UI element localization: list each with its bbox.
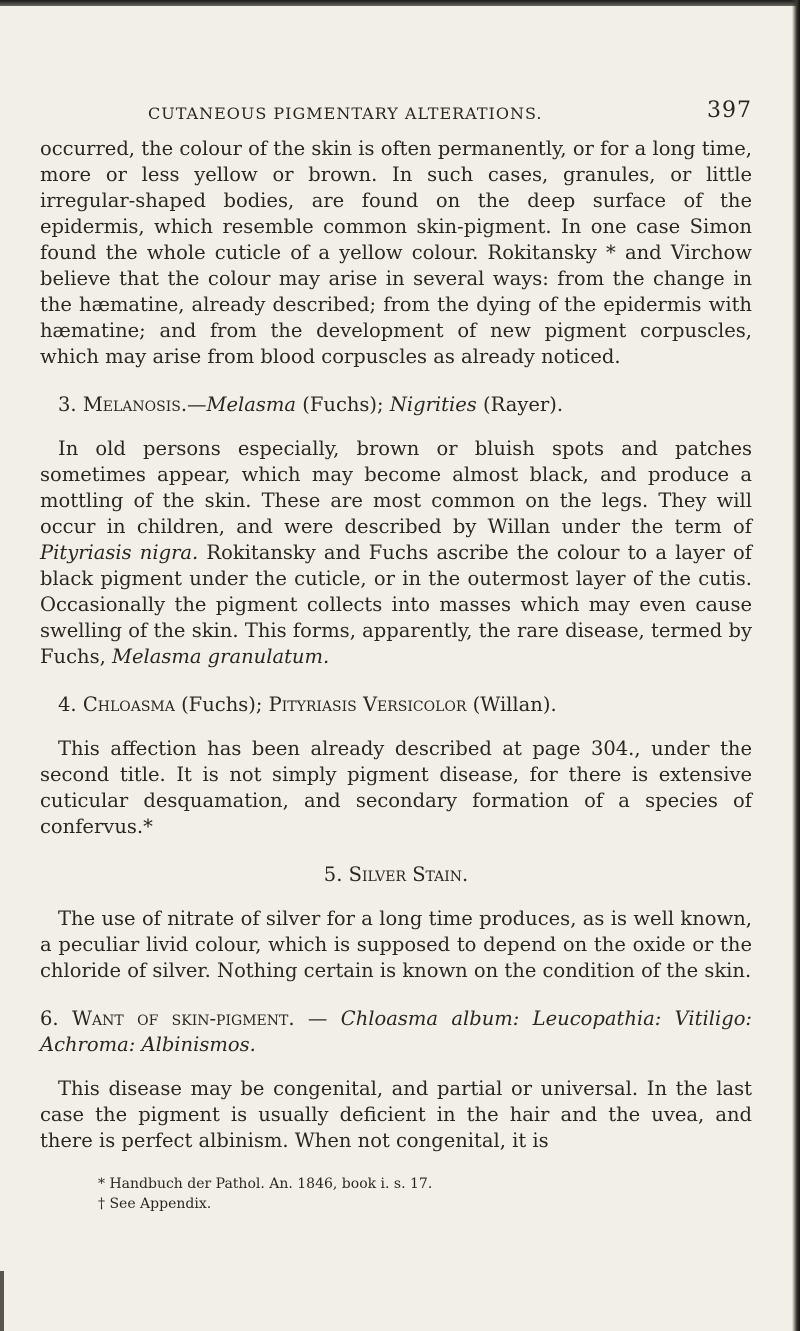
running-title: CUTANEOUS PIGMENTARY ALTERATIONS. xyxy=(148,104,543,123)
section-name: Chloasma xyxy=(82,693,175,716)
book-page xyxy=(40,96,752,1214)
heading-term: Nigrities xyxy=(389,393,477,416)
paragraph-text: Rokitansky and Fuchs ascribe the colour to a layer of black pigment under the cuticle, or in the outermost layer of the cutis. Occasionally the pigment collects into masses which may even cause swelling of the skin. This forms, apparently, the rare disease, termed by Fuchs, xyxy=(40,541,752,668)
paragraph-melanosis xyxy=(40,436,752,670)
paragraph-text: In old persons especially, brown or bluish spots and patches sometimes appear, which may become almost black, and produce a mottling of the skin. These are most common on the legs. They will occur in children, and were described by Willan under the term of xyxy=(40,437,752,538)
section-name: Melanosis. xyxy=(82,393,188,416)
heading-dash: — xyxy=(294,1007,341,1030)
paragraph-silver-stain: The use of nitrate of silver for a long time produces, as is well known, a peculiar livid colour, which is supposed to depend on the oxide or the chloride of silver. Nothing certain is known on the condition of the skin. xyxy=(40,907,752,982)
footnote: * Handbuch der Pathol. An. 1846, book i. s. 17. xyxy=(98,1176,433,1192)
footnotes xyxy=(40,1174,752,1214)
section-number: 4. xyxy=(58,693,77,716)
heading-author: (Willan). xyxy=(466,693,557,716)
section-name: Pityriasis Versicolor xyxy=(268,693,467,716)
page-left-mark xyxy=(0,1271,4,1331)
section-heading-3 xyxy=(40,392,752,418)
heading-author: (Rayer). xyxy=(476,393,564,416)
heading-author: (Fuchs); xyxy=(296,393,390,416)
page-number: 397 xyxy=(707,98,752,123)
heading-dash: — xyxy=(187,393,207,416)
page-top-edge xyxy=(0,0,800,6)
section-number: 3. xyxy=(58,393,77,416)
running-header xyxy=(40,96,752,136)
section-heading-5 xyxy=(40,862,752,888)
paragraph-term: Melasma granulatum. xyxy=(111,645,330,668)
section-number: 5. xyxy=(323,863,343,886)
section-heading-4 xyxy=(40,692,752,718)
section-number: 6. xyxy=(40,1007,59,1030)
paragraph-want-of-pigment: This disease may be congenital, and partial or universal. In the last case the pigment is usually deficient in the hair and the uvea, and there is perfect albinism. When not congenital, it is xyxy=(40,1077,752,1152)
footnote: † See Appendix. xyxy=(98,1196,212,1212)
paragraph-continuation: occurred, the colour of the skin is often permanently, or for a long time, more or less yellow or brown. In such cases, granules, or little irregular-shaped bodies, are found on the deep surface of the epidermis, which resemble common skin-pigment. In one case Simon found the whole cuticle of a yellow colour. Rokitansky * and Virchow believe that the colour may arise in several ways: from the change in the hæmatine, already described; from the dying of the epidermis with hæmatine; and from the development of new pigment corpuscles, which may arise from blood corpuscles as already noticed. xyxy=(40,137,752,368)
paragraph-chloasma: This affection has been already described at page 304., under the second title. It is not simply pigment disease, for there is extensive cuticular desquamation, and secondary formation of a species of confervus.* xyxy=(40,737,752,838)
section-name: Want of skin-pigment. xyxy=(71,1007,295,1030)
heading-term: Melasma xyxy=(206,393,297,416)
paragraph-term: Pityriasis nigra. xyxy=(40,541,199,564)
heading-author: (Fuchs); xyxy=(174,693,269,716)
heading-terms: Chloasma album: Leucopathia: Vitiligo: Achroma: Albinismos. xyxy=(40,1007,752,1056)
page-binding-edge xyxy=(792,0,800,1331)
section-name: Silver Stain. xyxy=(348,863,469,886)
section-heading-6 xyxy=(40,1006,752,1058)
